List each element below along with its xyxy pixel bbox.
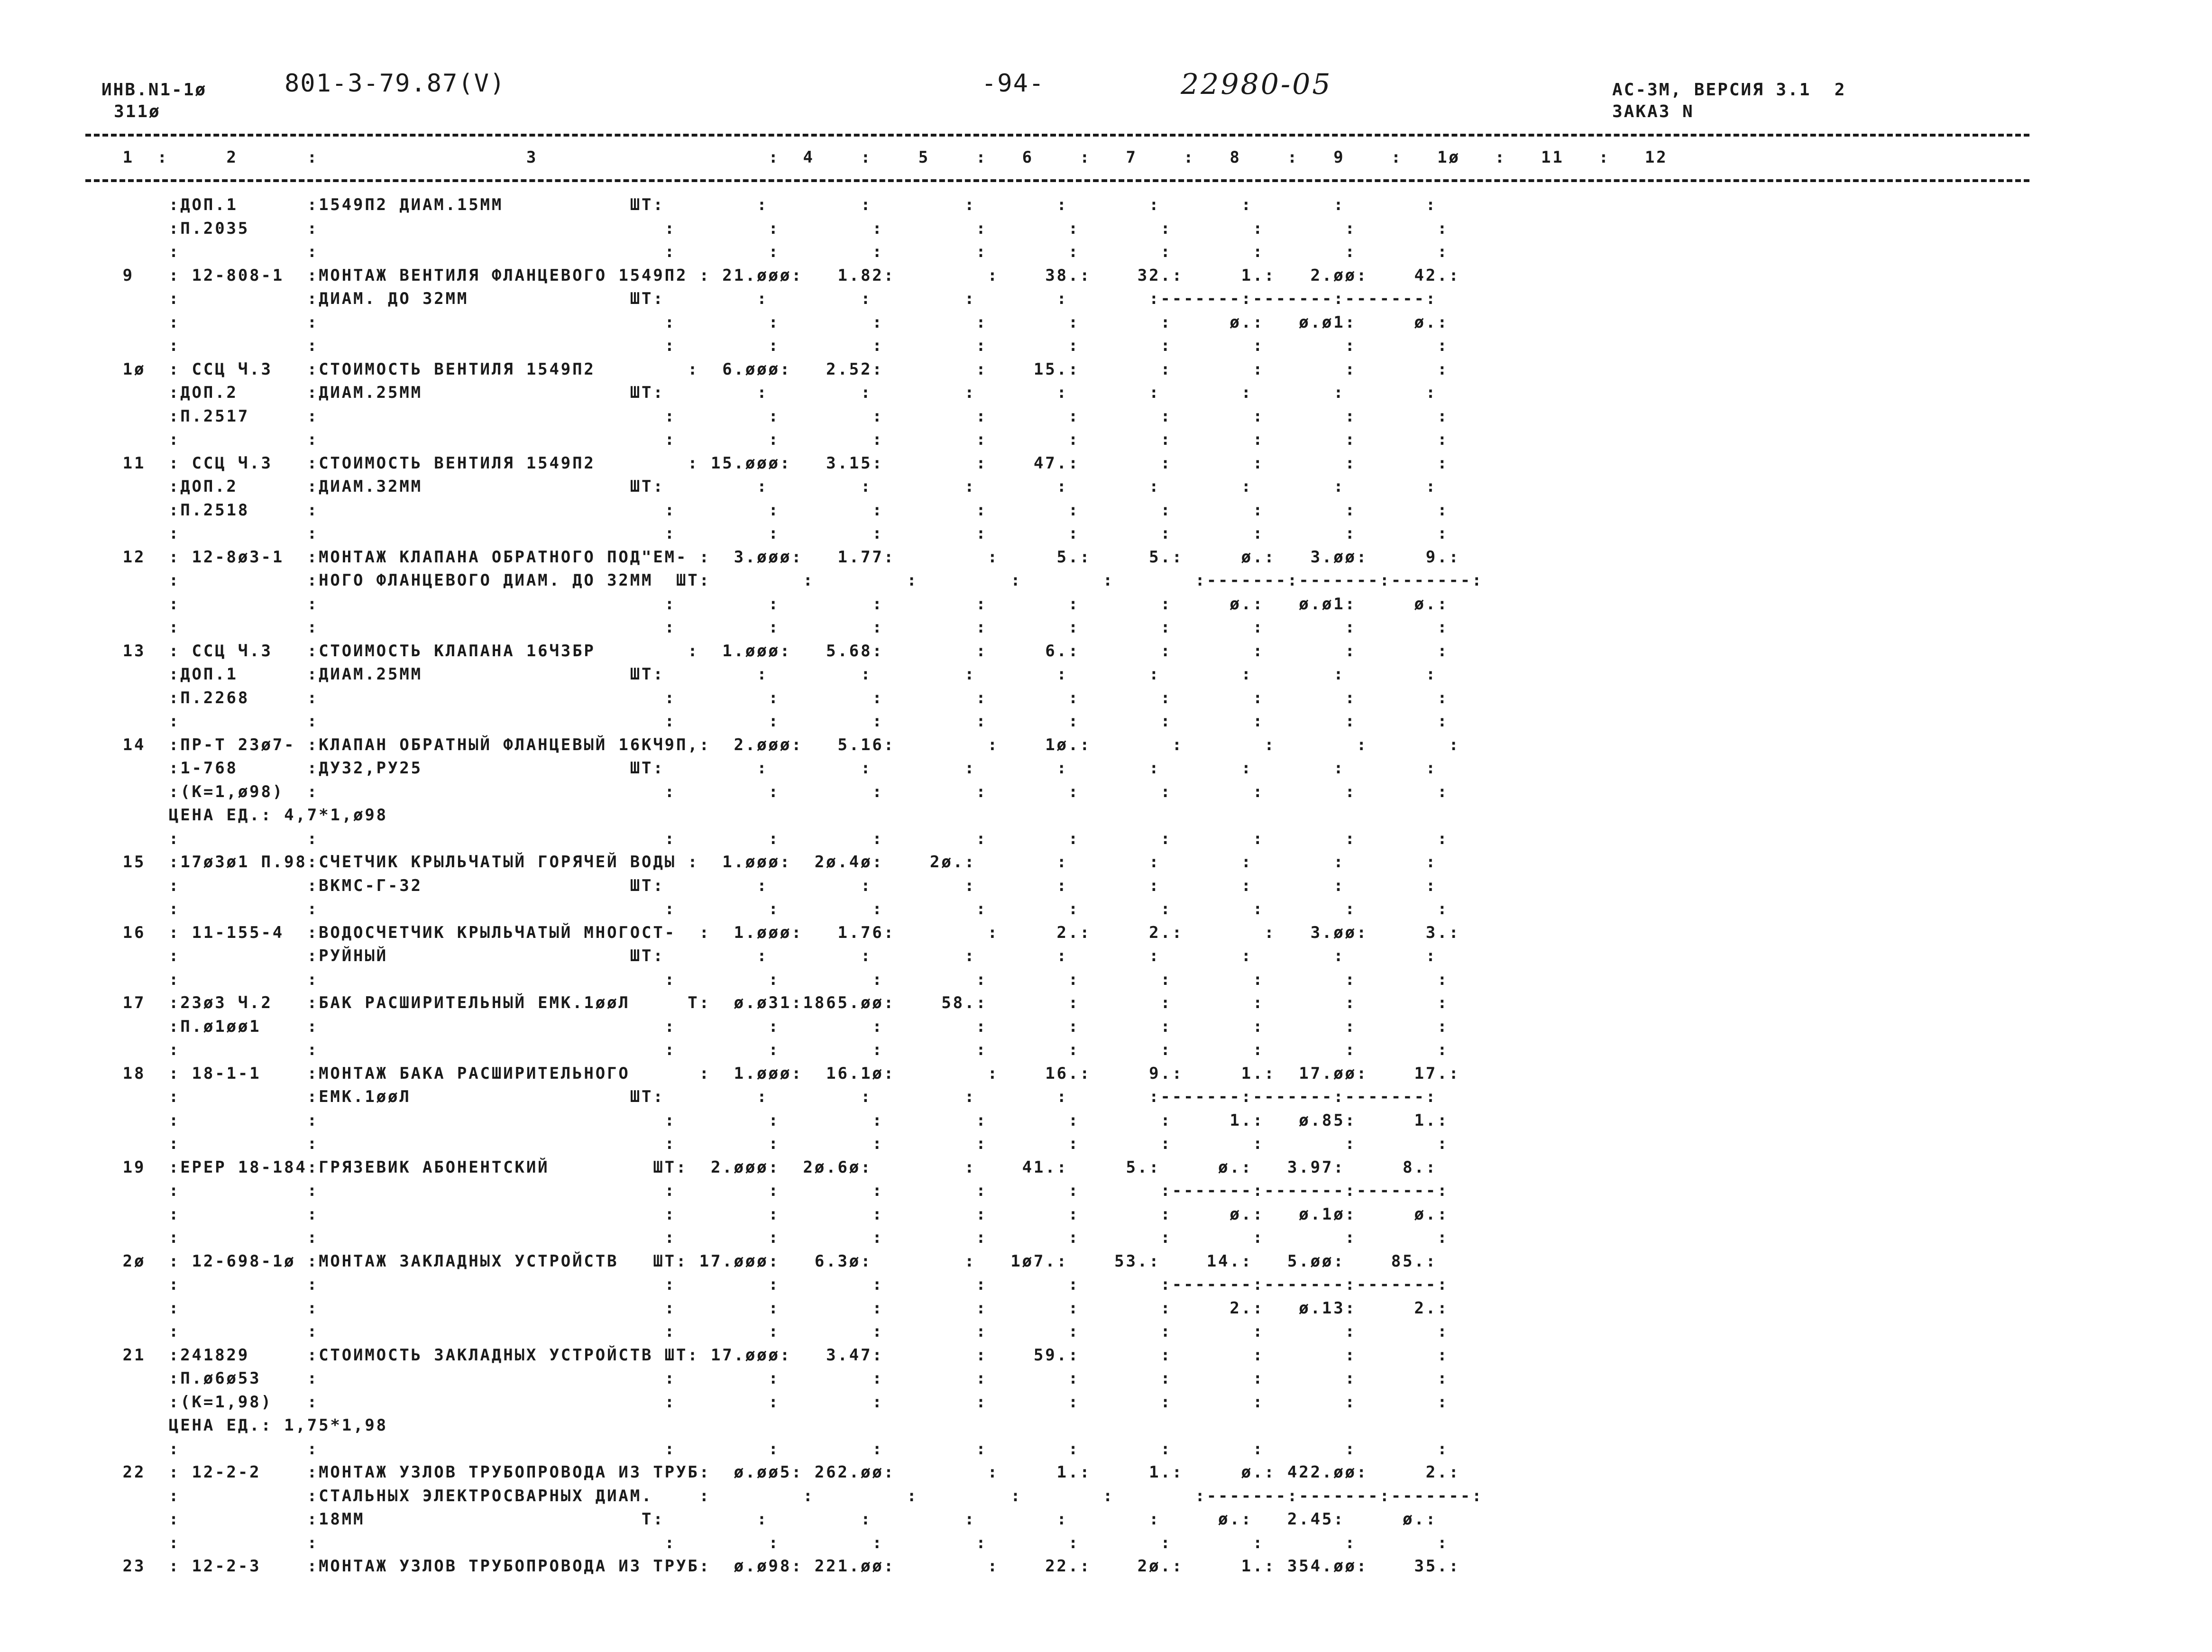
header-bottom-rule	[85, 179, 2029, 182]
table-line: 19 :ЕРЕР 18-184:ГРЯЗЕВИК АБОНЕНТСКИЙ ШТ: 2.øøø: 2ø.6ø: : 41.: 5.: ø.: 3.97: 8.:	[100, 1157, 1438, 1177]
table-line: :П.2517 : : : : : : : : : :	[100, 406, 1449, 426]
table-line: :(К=1,ø98) : : : : : : : : : :	[100, 782, 1449, 801]
order-label: ЗАКАЗ N	[1612, 102, 1694, 121]
column-number-header: 1 : 2 : 3 : 4 : 5 : 6 : 7 : 8 : 9 : 1ø : 11 : 12	[100, 148, 1668, 167]
table-line: : :ДИАМ. ДО 32ММ ШТ: : : : : :-------:-------:-------:	[100, 289, 1438, 308]
table-line: : :ЕМК.1øøЛ ШТ: : : : : :-------:-------:-------:	[100, 1087, 1438, 1106]
table-line: : : : : : : : :-------:-------:-------:	[100, 1275, 1449, 1294]
table-line: 11 : ССЦ Ч.3 :СТОИМОСТЬ ВЕНТИЛЯ 1549П2 : 15.øøø: 3.15: : 47.: : : : :	[100, 453, 1449, 473]
table-line: :П.2268 : : : : : : : : : :	[100, 688, 1449, 707]
table-line: : : : : : : : : : : :	[100, 430, 1449, 449]
table-line: 12 : 12-8ø3-1 :МОНТАЖ КЛАПАНА ОБРАТНОГО ПОД"ЕМ- : 3.øøø: 1.77: : 5.: 5.: ø.: 3.øø: 9.:	[100, 547, 1460, 567]
table-line: : : : : : : : : ø.: ø.ø1: ø.:	[100, 312, 1449, 332]
table-line: 14 :ПР-Т 23ø7- :КЛАПАН ОБРАТНЫЙ ФЛАНЦЕВЫЙ 16КЧ9П,: 2.øøø: 5.16: : 1ø.: : : : :	[100, 735, 1460, 754]
table-line: : : : : : : : : ø.: ø.1ø: ø.:	[100, 1204, 1449, 1224]
table-line: 9 : 12-808-1 :МОНТАЖ ВЕНТИЛЯ ФЛАНЦЕВОГО 1549П2 : 21.øøø: 1.82: : 38.: 32.: 1.: 2.øø: 42.:	[100, 266, 1460, 285]
table-line: :ДОП.2 :ДИАМ.25ММ ШТ: : : : : : : : :	[100, 383, 1438, 402]
table-line: 23 : 12-2-3 :МОНТАЖ УЗЛОВ ТРУБОПРОВОДА ИЗ ТРУБ: ø.ø98: 221.øø: : 22.: 2ø.: 1.: 354.øø: 35.:	[100, 1557, 1460, 1576]
table-line: : : : : : : : :-------:-------:-------:	[100, 1181, 1449, 1200]
table-line: : : : : : : : : : : :	[100, 336, 1449, 355]
table-line: :1-768 :ДУ32,РУ25 ШТ: : : : : : : : :	[100, 759, 1438, 778]
inventory-number: 311ø	[114, 102, 161, 121]
table-line: 18 : 18-1-1 :МОНТАЖ БАКА РАСШИРИТЕЛЬНОГО : 1.øøø: 16.1ø: : 16.: 9.: 1.: 17.øø: 17.:	[100, 1064, 1460, 1083]
table-line: : : : : : : : : : : :	[100, 242, 1449, 261]
order-number: 22980-05	[1181, 68, 1332, 101]
table-line: : : : : : : : : 1.: ø.85: 1.:	[100, 1111, 1449, 1130]
table-line: : :НОГО ФЛАНЦЕВОГО ДИАМ. ДО 32ММ ШТ: : : : : :-------:-------:-------:	[100, 571, 1484, 590]
table-line: : : : : : : : : : : :	[100, 1040, 1449, 1059]
table-line: : : : : : : : : : : :	[100, 1439, 1449, 1459]
table-line: : : : : : : : : : : :	[100, 1134, 1449, 1153]
table-line: :П.ø1øø1 : : : : : : : : : :	[100, 1017, 1449, 1036]
table-line: 17 :23ø3 Ч.2 :БАК РАСШИРИТЕЛЬНЫЙ ЕМК.1øøЛ Т: ø.ø31:1865.øø: 58.: : : : : :	[100, 993, 1449, 1012]
table-line: 15 :17ø3ø1 П.98:СЧЕТЧИК КРЫЛЬЧАТЫЙ ГОРЯЧЕЙ ВОДЫ : 1.øøø: 2ø.4ø: 2ø.: : : : : :	[100, 853, 1438, 872]
table-line: : : : : : : : : : : :	[100, 970, 1449, 989]
table-line: :П.ø6ø53 : : : : : : : : : :	[100, 1369, 1449, 1388]
table-line: :ДОП.1 :ДИАМ.25ММ ШТ: : : : : : : : :	[100, 665, 1438, 684]
table-line: : : : : : : : : 2.: ø.13: 2.:	[100, 1298, 1449, 1318]
table-line: 16 : 11-155-4 :ВОДОСЧЕТЧИК КРЫЛЬЧАТЫЙ МНОГОСТ- : 1.øøø: 1.76: : 2.: 2.: : 3.øø: 3.:	[100, 923, 1460, 942]
table-line: : : : : : : : : : : :	[100, 829, 1449, 848]
inventory-label: ИНВ.N1-1ø	[101, 80, 207, 100]
project-code: 801-3-79.87(V)	[285, 69, 506, 98]
table-line: :П.2035 : : : : : : : : : :	[100, 219, 1449, 238]
table-line: :П.2518 : : : : : : : : : :	[100, 500, 1449, 520]
table-line: :ДОП.2 :ДИАМ.32ММ ШТ: : : : : : : : :	[100, 477, 1438, 496]
table-line: : :18ММ Т: : : : : : ø.: 2.45: ø.:	[100, 1510, 1438, 1529]
table-line: 22 : 12-2-2 :МОНТАЖ УЗЛОВ ТРУБОПРОВОДА ИЗ ТРУБ: ø.øø5: 262.øø: : 1.: 1.: ø.: 422.øø: 2.:	[100, 1463, 1460, 1482]
header-top-rule	[85, 134, 2029, 137]
estimate-table-body	[100, 193, 1483, 1579]
table-line: 2ø : 12-698-1ø :МОНТАЖ ЗАКЛАДНЫХ УСТРОЙСТВ ШТ: 17.øøø: 6.3ø: : 1ø7.: 53.: 14.: 5.øø: 85.:	[100, 1251, 1438, 1271]
table-line: : :ВКМС-Г-32 ШТ: : : : : : : : :	[100, 876, 1438, 895]
table-line: 13 : ССЦ Ч.3 :СТОИМОСТЬ КЛАПАНА 16Ч3БР : 1.øøø: 5.68: : 6.: : : : :	[100, 641, 1449, 661]
table-line: ЦЕНА ЕД.: 4,7*1,ø98	[100, 806, 388, 825]
table-line: : : : : : : : : : : :	[100, 1322, 1449, 1341]
table-line: : : : : : : : : : : :	[100, 618, 1449, 637]
table-line: : : : : : : : : : : :	[100, 1533, 1449, 1552]
table-line: : :РУЙНЫЙ ШТ: : : : : : : : :	[100, 946, 1438, 965]
table-line: : : : : : : : : : : :	[100, 1228, 1449, 1247]
table-line: : :СТАЛЬНЫХ ЭЛЕКТРОСВАРНЫХ ДИАМ. : : : : : :-------:-------:-------:	[100, 1486, 1484, 1505]
table-line: 21 :241829 :СТОИМОСТЬ ЗАКЛАДНЫХ УСТРОЙСТВ ШТ: 17.øøø: 3.47: : 59.: : : : :	[100, 1345, 1449, 1365]
page-number: -94-	[982, 69, 1045, 98]
table-line: : : : : : : : : : : :	[100, 899, 1449, 918]
table-line: : : : : : : : : : : :	[100, 712, 1449, 731]
table-line: :ДОП.1 :1549П2 ДИАМ.15ММ ШТ: : : : : : : : :	[100, 195, 1438, 214]
table-line: : : : : : : : : : : :	[100, 524, 1449, 543]
table-line: 1ø : ССЦ Ч.3 :СТОИМОСТЬ ВЕНТИЛЯ 1549П2 : 6.øøø: 2.52: : 15.: : : : :	[100, 359, 1449, 379]
program-version: АС-3М, ВЕРСИЯ 3.1 2	[1612, 80, 1846, 100]
table-line: :(К=1,98) : : : : : : : : : :	[100, 1392, 1449, 1412]
table-line: ЦЕНА ЕД.: 1,75*1,98	[100, 1416, 388, 1435]
table-line: : : : : : : : : ø.: ø.ø1: ø.:	[100, 594, 1449, 614]
